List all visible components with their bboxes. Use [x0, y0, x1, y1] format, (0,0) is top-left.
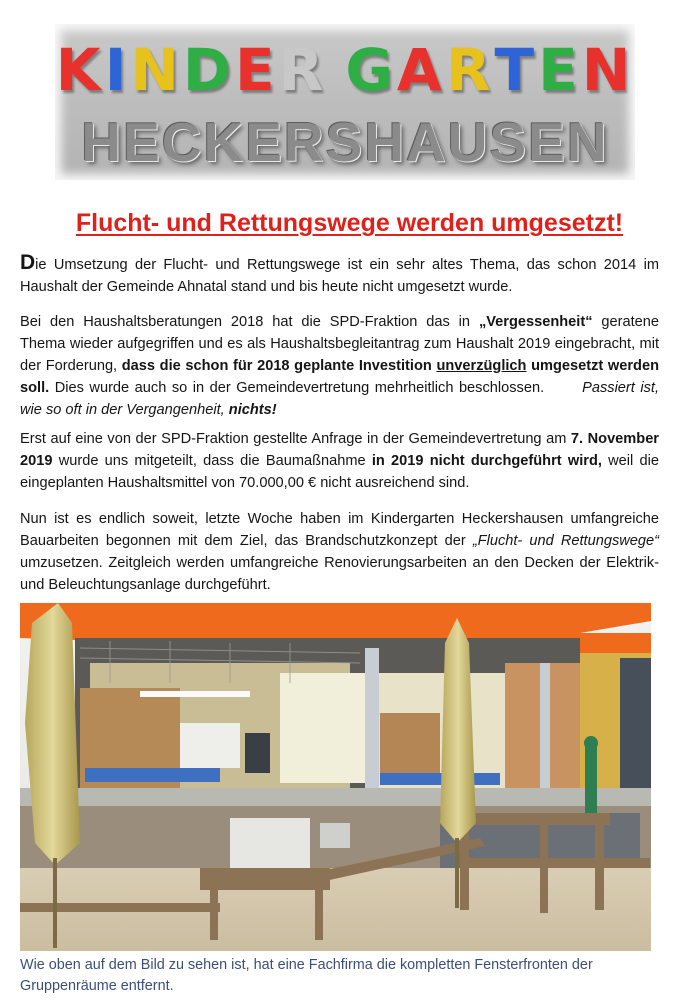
paragraph-text: ie Umsetzung der Flucht- und Rettungswege ist ein sehr altes Thema, das schon 2014 im Haushalt der Gemeinde Ahnatal stand und bis heute nicht umgesetzt wurde.: [20, 257, 659, 295]
bold-text: umgesetzt werden soll.: [20, 358, 660, 396]
paragraph-3: [20, 428, 659, 494]
header-banner: [55, 24, 635, 180]
banner-letter: N: [130, 36, 183, 104]
kindergarten-photo: [20, 603, 651, 951]
bold-text: „Vergessenheit“: [478, 314, 593, 330]
banner-letter: K: [55, 36, 105, 104]
drop-cap: D: [20, 251, 36, 274]
banner-letter: R: [278, 36, 328, 104]
bold-text: dass die schon für 2018 geplante Investition: [121, 358, 432, 374]
banner-letter: E: [235, 36, 279, 104]
italic-text: Passiert ist, wie so oft in der Vergangenheit,: [20, 380, 659, 418]
paragraph-text: Dies wurde auch so in der Gemeindevertretung mehrheitlich beschlossen.: [49, 380, 545, 396]
banner-letter: D: [182, 36, 236, 104]
paragraph-1: [20, 252, 659, 298]
paragraph-text: Erst auf eine von der SPD-Fraktion gestellte Anfrage in der Gemeindevertretung am: [20, 431, 571, 447]
paragraph-2: [20, 311, 659, 421]
bold-italic-text: nichts!: [228, 402, 277, 418]
bold-text: in 2019 nicht durchgeführt wird,: [371, 453, 602, 469]
banner-subtitle: HECKERSHAUSEN: [81, 111, 609, 173]
bold-underlined-text: unverzüglich: [436, 358, 527, 374]
bold-text: 7. November 2019: [20, 431, 659, 469]
photo-water-pump: [585, 743, 597, 813]
banner-letter: A: [396, 36, 446, 104]
paragraph-text: umzusetzen. Zeitgleich werden umfangreiche Renovierungsarbeiten an den Decken der Elektrik- und Beleuchtungsanlage durchgeführt.: [20, 555, 659, 593]
banner-letter: R: [445, 36, 495, 104]
paragraph-text: weil die eingeplanten Haushaltsmittel von 70.000,00 € nicht ausreichend sind.: [20, 453, 659, 491]
banner-letter: N: [581, 36, 635, 104]
paragraph-text: wurde uns mitgeteilt, dass die Baumaßnahme: [52, 453, 372, 469]
banner-letter: G: [345, 36, 397, 104]
italic-text: „Flucht- und Rettungswege“: [472, 533, 660, 549]
paragraph-text: geratene Thema wieder aufgegriffen und es als Haushaltsbegleitantrag zum Haushalt 2019 eingebracht, mit der Forderung,: [20, 314, 660, 374]
photo-caption: Wie oben auf dem Bild zu sehen ist, hat eine Fachfirma die kompletten Fensterfronten der Gruppenräume entfernt.: [20, 957, 593, 994]
article-headline: Flucht- und Rettungswege werden umgesetzt!: [75, 209, 624, 237]
banner-letter: E: [538, 36, 582, 104]
banner-letter: I: [104, 36, 131, 104]
banner-letter: T: [494, 36, 539, 104]
banner-title: [55, 30, 635, 110]
paragraph-4: [20, 508, 659, 596]
paragraph-text: Nun ist es endlich soweit, letzte Woche haben im Kindergarten Heckershausen umfangreiche Bauarbeiten begonnen mit dem Ziel, das Brandschutzkonzept der: [20, 511, 659, 549]
paragraph-text: Bei den Haushaltsberatungen 2018 hat die SPD-Fraktion das in: [20, 314, 479, 330]
